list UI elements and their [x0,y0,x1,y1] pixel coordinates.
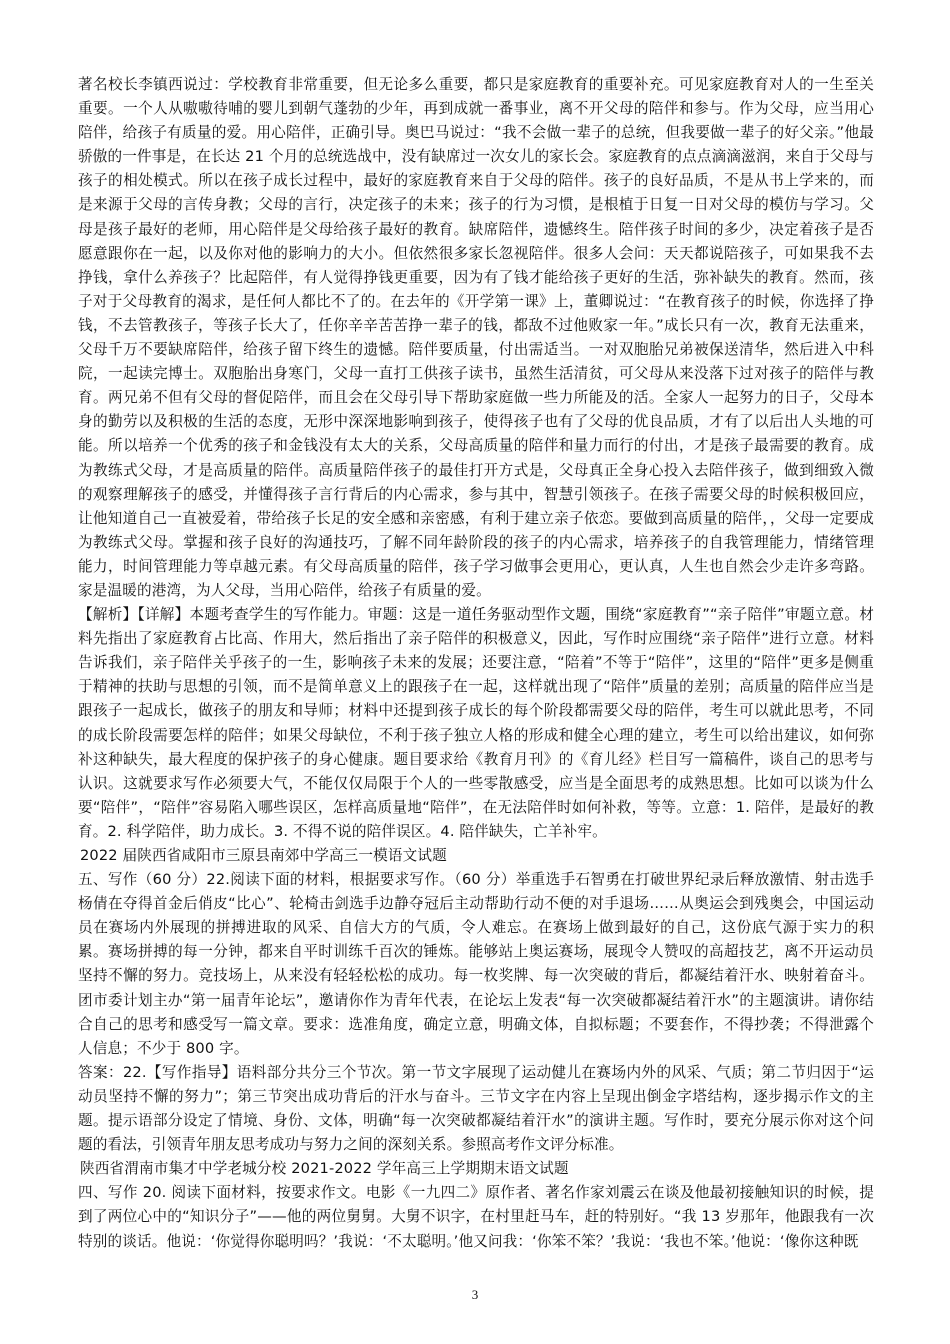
page-content [78,73,874,1254]
question-22-paragraph: 五、写作（60 分）22.阅读下面的材料，根据要求写作。（60 分）举重选手石智勇在打破世界纪录后释放激情、射击选手杨倩在夺得首金后俏皮“比心”、轮椅击剑选手边静夺冠后主动帮助行动不便的对手退场……从奥运会到残奥会，中国运动员在赛场内外展现的拼搏进取的风采、自信大方的气质，令人难忘。在赛场上做到最好的自己，这份底气源于实力的积累。赛场拼搏的每一分钟，都来自平时训练千百次的锤炼。能够站上奥运赛场，展现令人赞叹的高超技艺，离不开运动员坚持不懈的努力。竞技场上，从来没有轻轻松松的成功。每一枚奖牌、每一次突破的背后，都凝结着汗水、映射着奋斗。团市委计划主办“第一届青年论坛”，邀请你作为青年代表，在论坛上发表“每一次突破都凝结着汗水”的主题演讲。请你结合自己的思考和感受写一篇文章。要求：选准角度，确定立意，明确文体，自拟标题；不要套作，不得抄袭；不得泄露个人信息；不少于 800 字。 [78,871,874,1057]
analysis-paragraph: 【解析】【详解】本题考查学生的写作能力。审题：这是一道任务驱动型作文题，围绕“家庭教育”“亲子陪伴”审题立意。材料先指出了家庭教育占比高、作用大，然后指出了亲子陪伴的积极意义，因此，写作时应围绕“亲子陪伴”进行立意。材料告诉我们，亲子陪伴关乎孩子的一生，影响孩子未来的发展；还要注意，“陪着”不等于“陪伴”，这里的“陪伴”更多是侧重于精神的扶助与思想的引领，而不是简单意义上的跟孩子在一起，这样就出现了“陪伴”质量的差别；高质量的陪伴应当是跟孩子一起成长，做孩子的朋友和导师；材料中还提到孩子成长的每个阶段都需要父母的陪伴，考生可以就此思考，不同的成长阶段需要怎样的陪伴；如果父母缺位，不利于孩子独立人格的形成和健全心理的建立，考生可以给出建议，如何弥补这种缺失，最大程度的保护孩子的身心健康。题目要求给《教育月刊》的《育儿经》栏目写一篇稿件，谈自己的思考与认识。这就要求写作必须要大气，不能仅仅局限于个人的一些零散感受，应当是全面思考的成熟思想。比如可以谈为什么要“陪伴”，“陪伴”容易陷入哪些误区，怎样高质量地“陪伴”，在无法陪伴时如何补救，等等。立意：1. 陪伴，是最好的教育。2. 科学陪伴，助力成长。3. 不得不说的陪伴误区。4. 陪伴缺失，亡羊补牢。 [78,606,874,840]
essay-paragraph: 著名校长李镇西说过：学校教育非常重要，但无论多么重要，都只是家庭教育的重要补充。可见家庭教育对人的一生至关重要。一个人从嗷嗷待哺的婴儿到朝气蓬勃的少年，再到成就一番事业，离不开父母的陪伴和参与。作为父母，应当用心陪伴，给孩子有质量的爱。用心陪伴，正确引导。奥巴马说过：“我不会做一辈子的总统，但我要做一辈子的好父亲。”他最骄傲的一件事是，在长达 21 个月的总统选战中，没有缺席过一次女儿的家长会。家庭教育的点点滴滴滋润，来自于父母与孩子的相处模式。所以在孩子成长过程中，最好的家庭教育来自于父母的陪伴。孩子的良好品质，不是从书上学来的，而是来源于父母的言传身教；父母的言行，决定孩子的未来；孩子的行为习惯，是根植于日复一日对父母的模仿与学习。父母是孩子最好的老师，用心陪伴是父母给孩子最好的教育。缺席陪伴，遗憾终生。陪伴孩子时间的多少，决定着孩子是否愿意跟你在一起，以及你对他的影响力的大小。但依然很多家长忽视陪伴。很多人会问：天天都说陪孩子，可如果我不去挣钱，拿什么养孩子？比起陪伴，有人觉得挣钱更重要，因为有了钱才能给孩子更好的生活，弥补缺失的教育。然而，孩子对于父母教育的渴求，是任何人都比不了的。在去年的《开学第一课》上，董卿说过：“在教育孩子的时候，你选择了挣钱，不去管教孩子，等孩子长大了，任你辛辛苦苦挣一辈子的钱，都敌不过他败家一年。”成长只有一次，教育无法重来，父母千万不要缺席陪伴，给孩子留下终生的遗憾。陪伴要质量，付出需适当。一对双胞胎兄弟被保送清华，然后进入中科院，一起读完博士。双胞胎出身寒门，父母一直打工供孩子读书，虽然生活清贫，可父母从来没落下过对孩子的陪伴与教育。两兄弟不但有父母的督促陪伴，而且会在父母引导下帮助家庭做一些力所能及的活。全家人一起努力的日子，父母本身的勤劳以及积极的生活的态度，无形中深深地影响到孩子，使得孩子也有了父母的优良品质，才有了以后出人头地的可能。所以培养一个优秀的孩子和金钱没有太大的关系，父母高质量的陪伴和量力而行的付出，才是孩子最需要的教育。成为教练式父母，才是高质量的陪伴。高质量陪伴孩子的最佳打开方式是，父母真正全身心投入去陪伴孩子，做到细致入微的观察理解孩子的感受，并懂得孩子言行背后的内心需求，参与其中，智慧引领孩子。在孩子需要父母的时候积极回应，让他知道自己一直被爱着，带给孩子长足的安全感和亲密感，有利于建立亲子依恋。要做到高质量的陪伴，，父母一定要成为教练式父母。掌握和孩子良好的沟通技巧，了解不同年龄阶段的孩子的内心需求，培养孩子的自我管理能力，情绪管理能力，时间管理能力等卓越元素。有父母高质量的陪伴，孩子学习做事会更用心，更认真，人生也自然会少走许多弯路。家是温暖的港湾，为人父母，当用心陪伴，给孩子有质量的爱。 [78,76,874,599]
question-20-paragraph: 四、写作 20. 阅读下面材料，按要求作文。电影《一九四二》原作者、著名作家刘震云在谈及他最初接触知识的时候，提到了两位心中的“知识分子”——他的两位舅舅。大舅不识字，在村里赶马车，赶的特别好。“我 13 岁那年，他跟我有一次特别的谈话。他说：‘你觉得你聪明吗？’我说：‘不太聪明。’他又问我：‘你笨不笨？’我说：‘我也不笨。’他说：‘像你这种既 [78,1184,874,1250]
answer-22-paragraph: 答案：22.【写作指导】语料部分共分三个节次。第一节文字展现了运动健儿在赛场内外的风采、气质；第二节归因于“运动员坚持不懈的努力”；第三节突出成功背后的汗水与奋斗。三节文字在内容上呈现出倒金字塔结构，逐步揭示作文的主题。提示语部分设定了情境、身份、文体，明确“每一次突破都凝结着汗水”的演讲主题。写作时，要充分展示你对这个问题的看法，引领青年朋友思考成功与努力之间的深刻关系。参照高考作文评分标准。 [78,1063,874,1154]
exam-heading-sanyuan: 2022 届陕西省咸阳市三原县南郊中学高三一模语文试题 [80,847,447,864]
page-number: 3 [471,1287,479,1302]
exam-heading-weinan: 陕西省渭南市集才中学老城分校 2021-2022 学年高三上学期期末语文试题 [80,1160,569,1178]
